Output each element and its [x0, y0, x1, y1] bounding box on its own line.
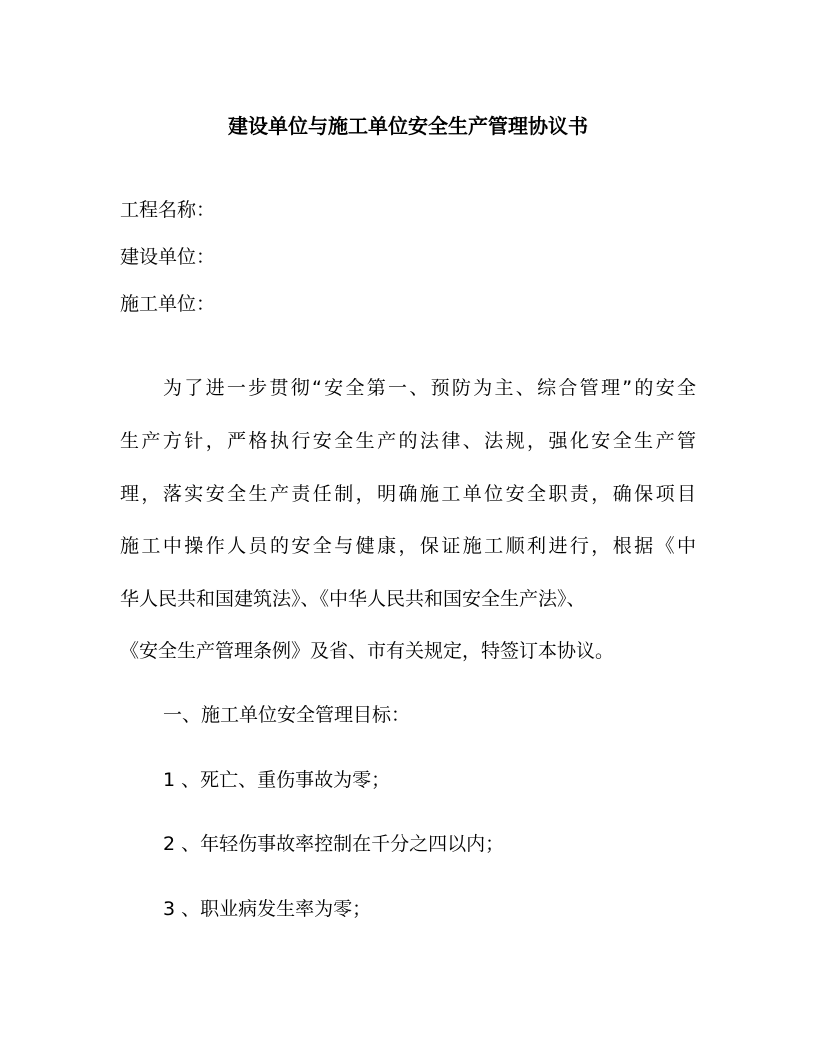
paragraph-line: 施工中操作人员的安全与健康，保证施工顺利进行，根据《中: [120, 535, 696, 557]
paragraph-line: 《安全生产管理条例》及省、市有关规定，特签订本协议。: [120, 640, 615, 662]
paragraph-line: 生产方针，严格执行安全生产的法律、法规，强化安全生产管: [120, 430, 696, 452]
paragraph-line: 华人民共和国建筑法》、《中华人民共和国安全生产法》、: [120, 588, 586, 610]
construction-unit-field-label: 建设单位：: [120, 246, 216, 268]
list-item: 1 、死亡、重伤事故为零；: [163, 769, 391, 791]
paragraph-line: 为了进一步贯彻“安全第一、预防为主、综合管理”的安全: [163, 377, 696, 399]
paragraph-line: 理，落实安全生产责任制，明确施工单位安全职责，确保项目: [120, 483, 696, 505]
document-title: 建设单位与施工单位安全生产管理协议书: [228, 114, 588, 138]
contractor-unit-field-label: 施工单位：: [120, 293, 216, 315]
section-heading: 一、施工单位安全管理目标：: [163, 704, 411, 726]
list-item: 3 、职业病发生率为零；: [163, 898, 372, 920]
project-name-field-label: 工程名称：: [120, 199, 216, 221]
list-item: 2 、年轻伤事故率控制在千分之四以内；: [163, 833, 505, 855]
